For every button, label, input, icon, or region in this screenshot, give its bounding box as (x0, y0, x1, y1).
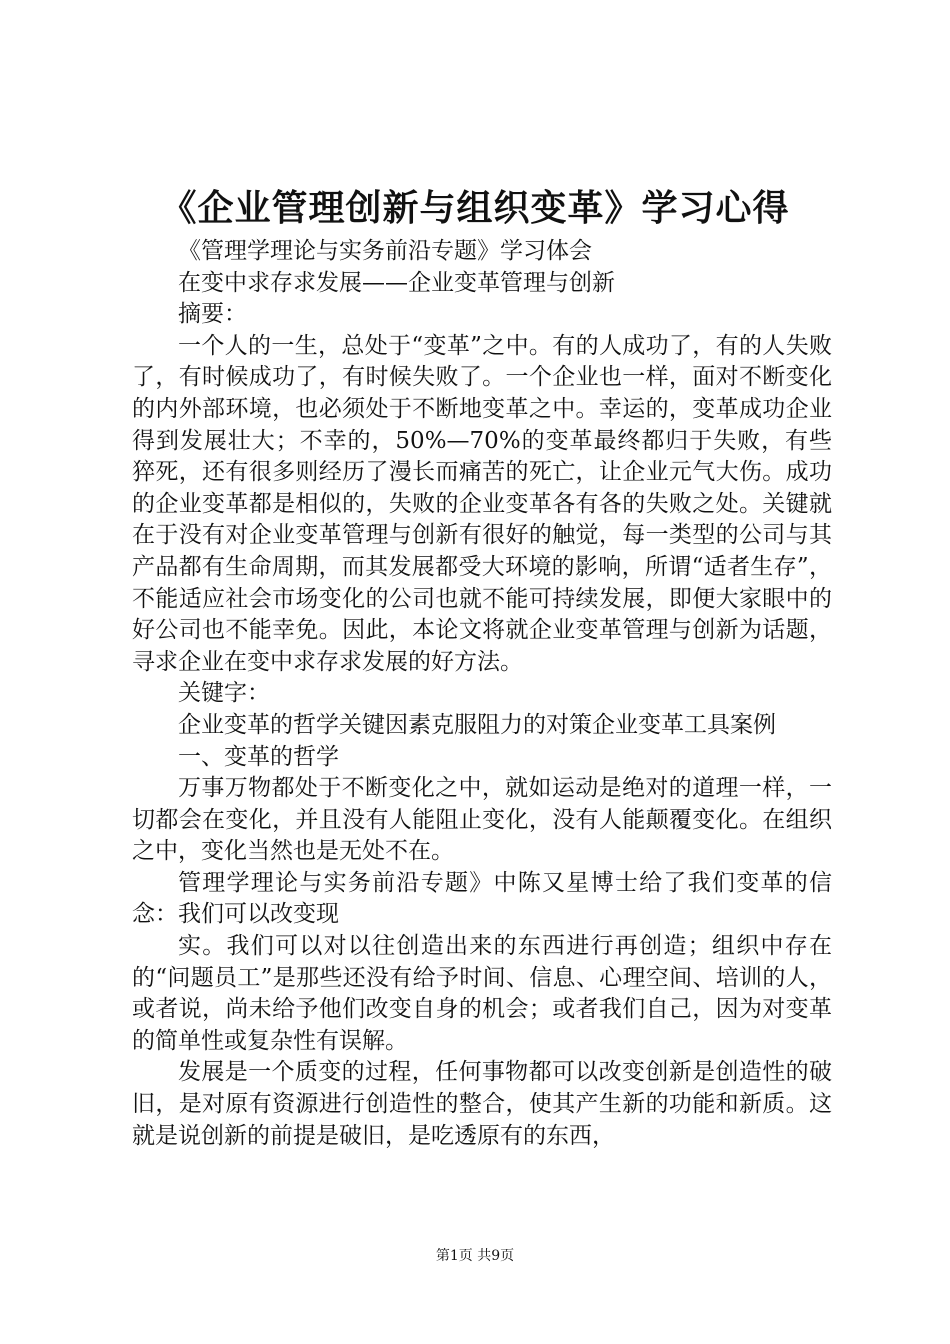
keywords-paragraph: 企业变革的哲学关键因素克服阻力的对策企业变革工具案例 (178, 711, 776, 738)
subtitle-paragraph: 在变中求存求发展——企业变革管理与创新 (178, 269, 615, 296)
body-paragraph: 管理学理论与实务前沿专题》中陈又星博士给了我们变革的信念：我们可以改变现 (132, 869, 832, 928)
body-paragraph: 万事万物都处于不断变化之中，就如运动是绝对的道理一样，一切都会在变化，并且没有人能阻止变化，没有人能颠覆变化。在组织之中，变化当然也是无处不在。 (132, 775, 832, 865)
document-title: 《企业管理创新与组织变革》学习心得 (160, 187, 790, 229)
abstract-heading: 摘要： (178, 301, 247, 328)
body-paragraph: 发展是一个质变的过程，任何事物都可以改变创新是创造性的破旧，是对原有资源进行创造性的整合，使其产生新的功能和新质。这就是说创新的前提是破旧，是吃透原有的东西， (132, 1059, 832, 1149)
body-paragraph: 一个人的一生，总处于“变革”之中。有的人成功了，有的人失败了，有时候成功了，有时候失败了。一个企业也一样，面对不断变化的内外部环境，也必须处于不断地变革之中。幸运的，变革成功企业得到发展壮大；不幸的，50%—70%的变革最终都归于失败，有些猝死，还有很多则经历了漫长而痛苦的死亡，让企业元气大伤。成功的企业变革都是相似的，失败的企业变革各有各的失败之处。关键就在于没有对企业变革管理与创新有很好的触觉，每一类型的公司与其产品都有生命周期，而其发展都受大环境的影响，所谓“适者生存”，不能适应社会市场变化的公司也就不能可持续发展，即便大家眼中的好公司也不能幸免。因此，本论文将就企业变革管理与创新为话题，寻求企业在变中求存求发展的好方法。 (132, 332, 832, 675)
page-footer: 第1页 共9页 (435, 1248, 515, 1264)
document-body (132, 236, 832, 1152)
subtitle-paragraph: 《管理学理论与实务前沿专题》学习体会 (178, 238, 592, 264)
body-paragraph: 实。我们可以对以往创造出来的东西进行再创造；组织中存在的“问题员工”是那些还没有给予时间、信息、心理空间、培训的人，或者说，尚未给予他们改变自身的机会；或者我们自己，因为对变革的简单性或复杂性有误解。 (132, 933, 832, 1054)
section-heading: 一、变革的哲学 (178, 743, 339, 770)
keywords-heading: 关键字： (178, 680, 270, 707)
